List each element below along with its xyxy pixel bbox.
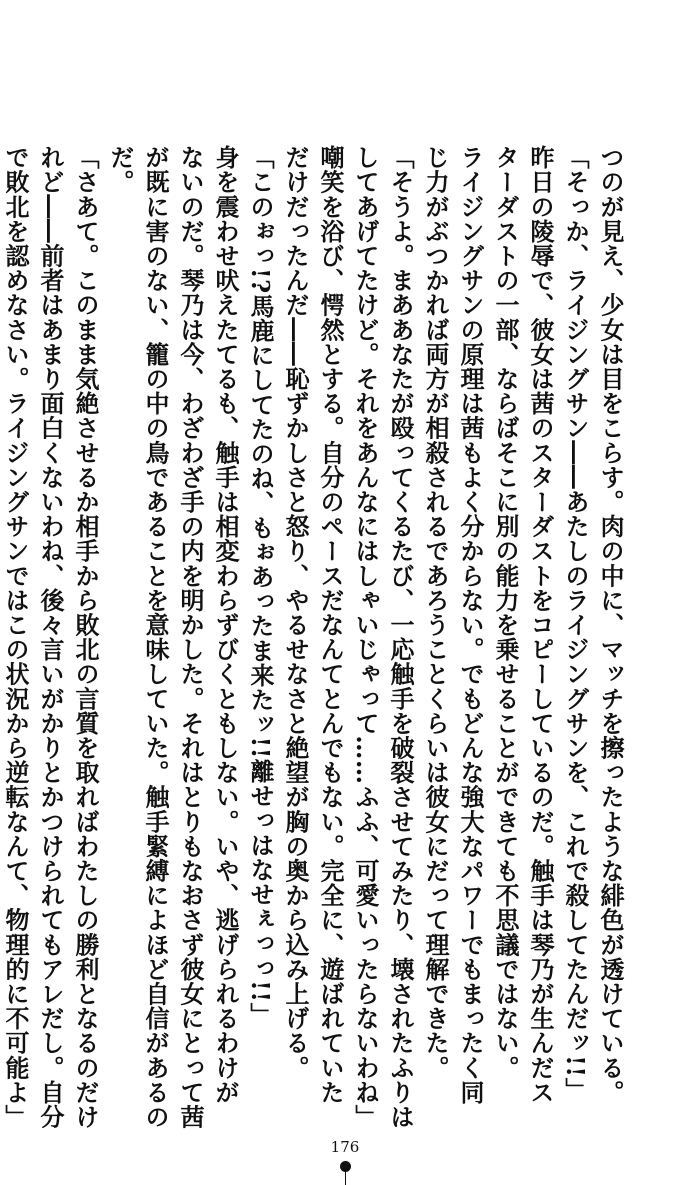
text-line: してあげてたけど。それをあんなにはしゃいじゃって……ふふ、可愛いったらないわね」: [351, 145, 380, 1129]
text-line: だけだったんだ――恥ずかしさと怒り、やるせなさと絶望が胸の奥から込み上げる。: [281, 145, 310, 1080]
text-line: れど――前者はあまり面白くないわね、後々言いがかりとかつけられてもアレだし。自分: [36, 145, 65, 1129]
text-line: じ力がぶつかれば両方が相殺されるであろうことくらいは彼女にだって理解できた。: [421, 145, 450, 1080]
page-number: 176: [330, 1138, 360, 1156]
text-line: だ。: [106, 145, 135, 195]
text-line: 「さあて。このまま気絶させるか相手から敗北の言質を取ればわたしの勝利となるのだけ: [71, 145, 100, 1129]
text-line: 「そうよ。まああなたが殴ってくるたび、一応触手を破裂させてみたり、壊されたふりは: [386, 145, 415, 1129]
text-line: 嘲笑を浴び、愕然とする。自分のペースだなんてとんでもない。完全に、遊ばれていた: [316, 145, 345, 1105]
text-line: 昨日の陵辱で、彼女は茜のスターダストをコピーしているのだ。触手は琴乃が生んだス: [526, 145, 555, 1105]
text-line: ライジングサンの原理は茜もよく分からない。でもどんな強大なパワーでもまったく同: [456, 145, 485, 1105]
text-line: で敗北を認めなさい。ライジングサンではこの状況から逆転なんて、物理的に不可能よ」: [1, 145, 30, 1129]
body-text: [0, 145, 628, 1129]
text-line: つのが見え、少女は目をこらす。肉の中に、マッチを擦ったような緋色が透けている。: [596, 145, 625, 1105]
text-line: 「このぉっ!?馬鹿にしてたのね、もぉあったま来たッ!!離せっはなせぇっっ!!」: [246, 145, 275, 1028]
text-line: が既に害のない、籠の中の鳥であることを意味していた。触手緊縛によほど自信があるの: [141, 145, 170, 1129]
text-line: 身を震わせ吠えたてるも、触手は相変わらずびくともしない。いや、逃げられるわけが: [211, 145, 240, 1105]
text-line: 「そっか、ライジングサン――あたしのライジングサンを、これで殺してたんだッ!!」: [561, 145, 590, 1103]
text-line: ターダストの一部、ならばそこに別の能力を乗せることができても不思議ではない。: [491, 145, 520, 1080]
text-line: ないのだ。琴乃は今、わざわざ手の内を明かした。それはとりもなおさず彼女にとって茜: [176, 145, 205, 1129]
page-marker-stem: [345, 1171, 346, 1185]
